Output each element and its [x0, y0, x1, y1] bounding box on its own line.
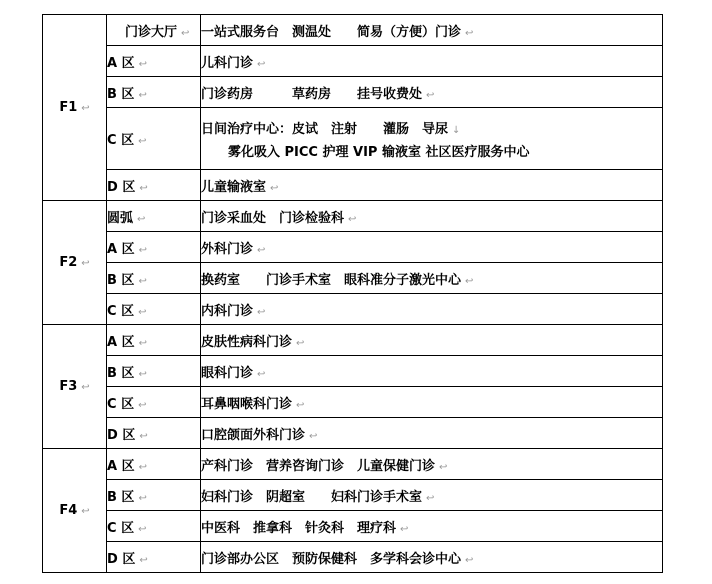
table-row	[43, 325, 663, 356]
zone-label: 圆弧	[107, 210, 134, 226]
zone-label: B 区	[107, 489, 135, 505]
zone-label: B 区	[107, 365, 135, 381]
departments-text-line2: 雾化吸入 PICC 护理 VIP 输液室 社区医疗服务中心	[228, 144, 530, 160]
zone-cell: 门诊大厅 ↩	[107, 15, 201, 46]
table-row	[43, 46, 663, 77]
zone-label: B 区	[107, 272, 135, 288]
departments-text: 门诊药房 草药房 挂号收费处	[201, 86, 423, 102]
zone-cell: A 区 ↩	[107, 449, 201, 480]
departments-cell: 皮肤性病科门诊 ↩	[201, 325, 663, 356]
table-row	[43, 542, 663, 573]
departments-text: 眼科门诊	[201, 365, 254, 381]
table-row	[43, 511, 663, 542]
floor-cell: F1 ↩	[43, 15, 107, 201]
departments-cell: 内科门诊 ↩	[201, 294, 663, 325]
floor-label: F2	[59, 255, 78, 270]
departments-cell: 门诊采血处 门诊检验科 ↩	[201, 201, 663, 232]
departments-text: 产科门诊 营养咨询门诊 儿童保健门诊	[201, 458, 436, 474]
zone-label: D 区	[107, 551, 136, 567]
table-row	[43, 15, 663, 46]
zone-cell: C 区 ↩	[107, 108, 201, 170]
departments-cell: 中医科 推拿科 针灸科 理疗科 ↩	[201, 511, 663, 542]
floor-directory-table	[42, 14, 663, 573]
zone-cell: B 区 ↩	[107, 480, 201, 511]
table-row	[43, 108, 663, 170]
departments-text: 门诊部办公区 预防保健科 多学科会诊中心	[201, 551, 462, 567]
departments-cell: 耳鼻咽喉科门诊 ↩	[201, 387, 663, 418]
zone-label: A 区	[107, 334, 135, 350]
table-row	[43, 449, 663, 480]
table-row	[43, 201, 663, 232]
table-row	[43, 356, 663, 387]
departments-cell: 日间治疗中心：皮试 注射 灌肠 导尿 ↓ 雾化吸入 PICC 护理 VIP 输液室 社区医疗服务中心	[201, 108, 663, 170]
zone-label: C 区	[107, 520, 135, 536]
zone-label: A 区	[107, 241, 135, 257]
zone-cell: C 区 ↩	[107, 387, 201, 418]
zone-cell: A 区 ↩	[107, 232, 201, 263]
departments-text: 门诊采血处 门诊检验科	[201, 210, 345, 226]
zone-cell: B 区 ↩	[107, 356, 201, 387]
table-row	[43, 418, 663, 449]
zone-cell: B 区 ↩	[107, 77, 201, 108]
zone-cell: D 区 ↩	[107, 170, 201, 201]
departments-text: 中医科 推拿科 针灸科 理疗科	[201, 520, 397, 536]
departments-text: 换药室 门诊手术室 眼科准分子激光中心	[201, 272, 462, 288]
departments-cell: 一站式服务台 测温处 简易（方便）门诊 ↩	[201, 15, 663, 46]
departments-text: 口腔颌面外科门诊	[201, 427, 306, 443]
zone-cell: C 区 ↩	[107, 511, 201, 542]
zone-label: D 区	[107, 427, 136, 443]
zone-label: C 区	[107, 303, 135, 319]
departments-cell: 眼科门诊 ↩	[201, 356, 663, 387]
zone-label: D 区	[107, 179, 136, 195]
zone-cell: A 区 ↩	[107, 325, 201, 356]
zone-cell: D 区 ↩	[107, 418, 201, 449]
departments-text: 儿童输液室	[201, 179, 267, 195]
zone-cell: 圆弧 ↩	[107, 201, 201, 232]
zone-label: 门诊大厅	[125, 24, 178, 40]
table-row	[43, 170, 663, 201]
floor-label: F3	[59, 379, 78, 394]
departments-text: 外科门诊	[201, 241, 254, 257]
departments-text: 妇科门诊 阴超室 妇科门诊手术室	[201, 489, 423, 505]
departments-text: 一站式服务台 测温处 简易（方便）门诊	[201, 24, 462, 40]
zone-label: C 区	[107, 133, 135, 148]
zone-cell: A 区 ↩	[107, 46, 201, 77]
floor-label: F1	[59, 100, 78, 115]
departments-text: 皮肤性病科门诊	[201, 334, 293, 350]
departments-cell: 外科门诊 ↩	[201, 232, 663, 263]
zone-cell: C 区 ↩	[107, 294, 201, 325]
departments-cell: 儿童输液室 ↩	[201, 170, 663, 201]
zone-cell: B 区 ↩	[107, 263, 201, 294]
floor-cell: F4 ↩	[43, 449, 107, 573]
departments-text: 日间治疗中心：皮试 注射 灌肠 导尿	[201, 121, 449, 137]
zone-label: A 区	[107, 458, 135, 474]
departments-text: 耳鼻咽喉科门诊	[201, 396, 293, 412]
departments-cell: 换药室 门诊手术室 眼科准分子激光中心 ↩	[201, 263, 663, 294]
departments-cell: 口腔颌面外科门诊 ↩	[201, 418, 663, 449]
departments-text: 内科门诊	[201, 303, 254, 319]
departments-cell: 门诊药房 草药房 挂号收费处 ↩	[201, 77, 663, 108]
zone-label: C 区	[107, 396, 135, 412]
table-row	[43, 294, 663, 325]
zone-cell: D 区 ↩	[107, 542, 201, 573]
table-row	[43, 387, 663, 418]
zone-label: B 区	[107, 86, 135, 102]
departments-cell: 儿科门诊 ↩	[201, 46, 663, 77]
floor-cell: F2 ↩	[43, 201, 107, 325]
table-row	[43, 77, 663, 108]
departments-text: 儿科门诊	[201, 55, 254, 71]
departments-cell: 妇科门诊 阴超室 妇科门诊手术室 ↩	[201, 480, 663, 511]
table-row	[43, 480, 663, 511]
table-row	[43, 232, 663, 263]
departments-cell: 门诊部办公区 预防保健科 多学科会诊中心 ↩	[201, 542, 663, 573]
table-row	[43, 263, 663, 294]
departments-cell: 产科门诊 营养咨询门诊 儿童保健门诊 ↩	[201, 449, 663, 480]
floor-label: F4	[59, 503, 78, 518]
zone-label: A 区	[107, 55, 135, 71]
floor-cell: F3 ↩	[43, 325, 107, 449]
